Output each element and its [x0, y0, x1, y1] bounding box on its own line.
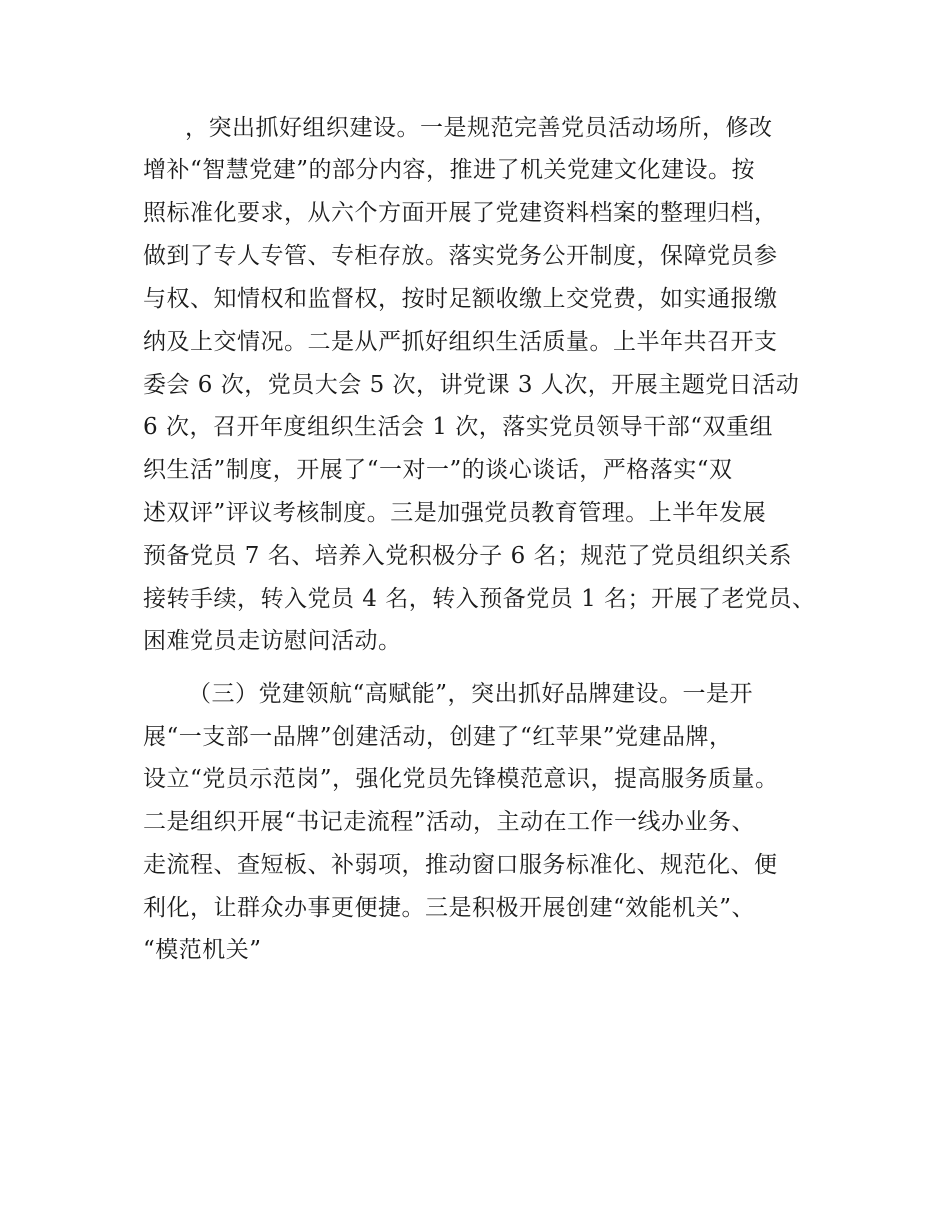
paragraph-line: 设立“党员示范岗”，强化党员先锋模范意识，提高服务质量。	[143, 766, 779, 792]
paragraph-line: 展“一支部一品牌”创建活动，创建了“红苹果”党建品牌，	[143, 724, 733, 750]
paragraph-line: 二是组织开展“书记走流程”活动，主动在工作一线办业务、	[143, 809, 756, 835]
paragraph-line: “模范机关”	[143, 937, 262, 963]
paragraph-line: 接转手续，转入党员 4 名，转入预备党员 1 名；开展了老党员、	[143, 586, 816, 612]
paragraph-line: 利化，让群众办事更便捷。三是积极开展创建“效能机关”、	[143, 895, 756, 921]
paragraph-line: （三）党建领航“高赋能”，突出抓好品牌建设。一是开	[188, 681, 754, 707]
paragraph-line: 预备党员 7 名、培养入党积极分子 6 名；规范了党员组织关系	[143, 543, 793, 569]
paragraph-line: 织生活”制度，开展了“一对一”的谈心谈话，严格落实“双	[143, 457, 733, 483]
paragraph-line: 做到了专人专管、专柜存放。落实党务公开制度，保障党员参	[143, 243, 778, 269]
paragraph-line: ，突出抓好组织建设。一是规范完善党员活动场所，修改	[185, 115, 773, 141]
paragraph-line: 增补“智慧党建”的部分内容，推进了机关党建文化建设。按	[143, 157, 756, 183]
paragraph-line: 走流程、查短板、补弱项，推动窗口服务标准化、规范化、便	[143, 852, 778, 878]
paragraph-line: 6 次，召开年度组织生活会 1 次，落实党员领导干部“双重组	[143, 414, 773, 440]
paragraph-line: 述双评”评议考核制度。三是加强党员教育管理。上半年发展	[143, 500, 767, 526]
paragraph-line: 照标准化要求，从六个方面开展了党建资料档案的整理归档，	[143, 200, 778, 226]
paragraph-line: 困难党员走访慰问活动。	[143, 628, 402, 654]
paragraph-line: 与权、知情权和监督权，按时足额收缴上交党费，如实通报缴	[143, 286, 778, 312]
paragraph-line: 委会 6 次，党员大会 5 次，讲党课 3 人次，开展主题党日活动	[143, 372, 800, 398]
paragraph-line: 纳及上交情况。二是从严抓好组织生活质量。上半年共召开支	[143, 329, 778, 355]
